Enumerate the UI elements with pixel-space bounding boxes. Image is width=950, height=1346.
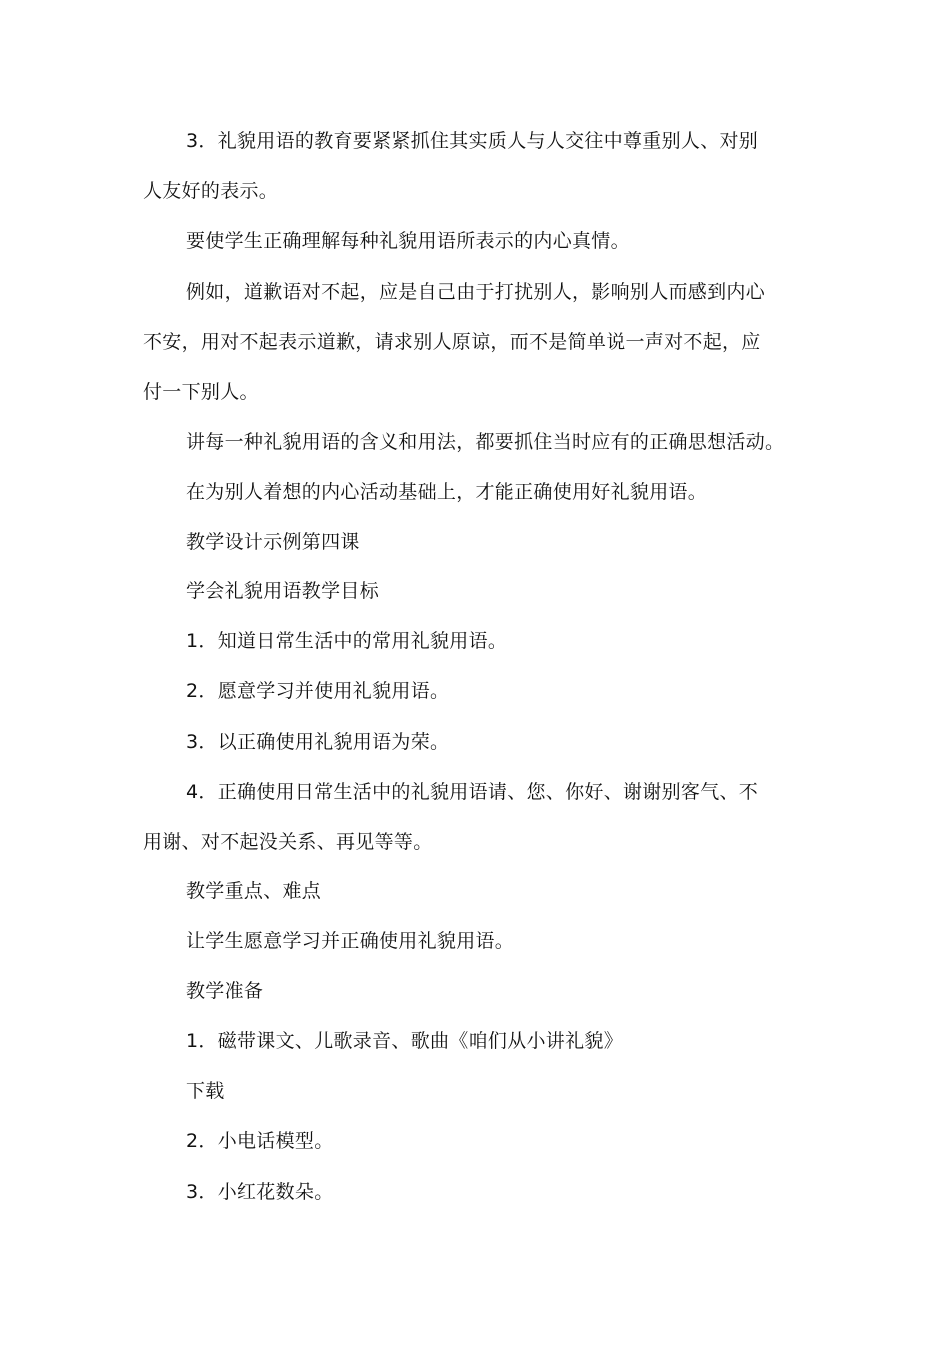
paragraph-line: 在为别人着想的内心活动基础上，才能正确使用好礼貌用语。 — [186, 481, 708, 503]
section-heading: 教学重点、难点 — [186, 880, 322, 902]
list-item: 4．正确使用日常生活中的礼貌用语请、您、你好、谢谢别客气、不 — [186, 781, 759, 803]
paragraph-line: 3．礼貌用语的教育要紧紧抓住其实质人与人交往中尊重别人、对别 — [186, 130, 759, 152]
section-heading: 学会礼貌用语教学目标 — [186, 580, 380, 602]
list-item: 2．小电话模型。 — [186, 1130, 334, 1152]
paragraph-line: 人友好的表示。 — [143, 180, 279, 202]
section-heading: 教学设计示例第四课 — [186, 531, 360, 553]
list-item-continuation: 用谢、对不起没关系、再见等等。 — [143, 831, 433, 853]
list-item: 2．愿意学习并使用礼貌用语。 — [186, 680, 450, 702]
paragraph-line: 让学生愿意学习并正确使用礼貌用语。 — [186, 930, 515, 952]
paragraph-line: 例如，道歉语对不起，应是自己由于打扰别人，影响别人而感到内心 — [186, 281, 766, 303]
paragraph-line: 付一下别人。 — [143, 381, 259, 403]
list-item: 1．磁带课文、儿歌录音、歌曲《咱们从小讲礼貌》 — [186, 1030, 623, 1052]
list-item: 3．小红花数朵。 — [186, 1181, 334, 1203]
section-heading: 教学准备 — [186, 980, 264, 1002]
paragraph-line: 要使学生正确理解每种礼貌用语所表示的内心真情。 — [186, 230, 630, 252]
download-text: 下载 — [186, 1080, 225, 1102]
paragraph-line: 讲每一种礼貌用语的含义和用法，都要抓住当时应有的正确思想活动。 — [186, 431, 785, 453]
list-item: 1．知道日常生活中的常用礼貌用语。 — [186, 630, 508, 652]
list-item: 3．以正确使用礼貌用语为荣。 — [186, 731, 450, 753]
paragraph-line: 不安，用对不起表示道歉，请求别人原谅，而不是简单说一声对不起，应 — [143, 331, 761, 353]
